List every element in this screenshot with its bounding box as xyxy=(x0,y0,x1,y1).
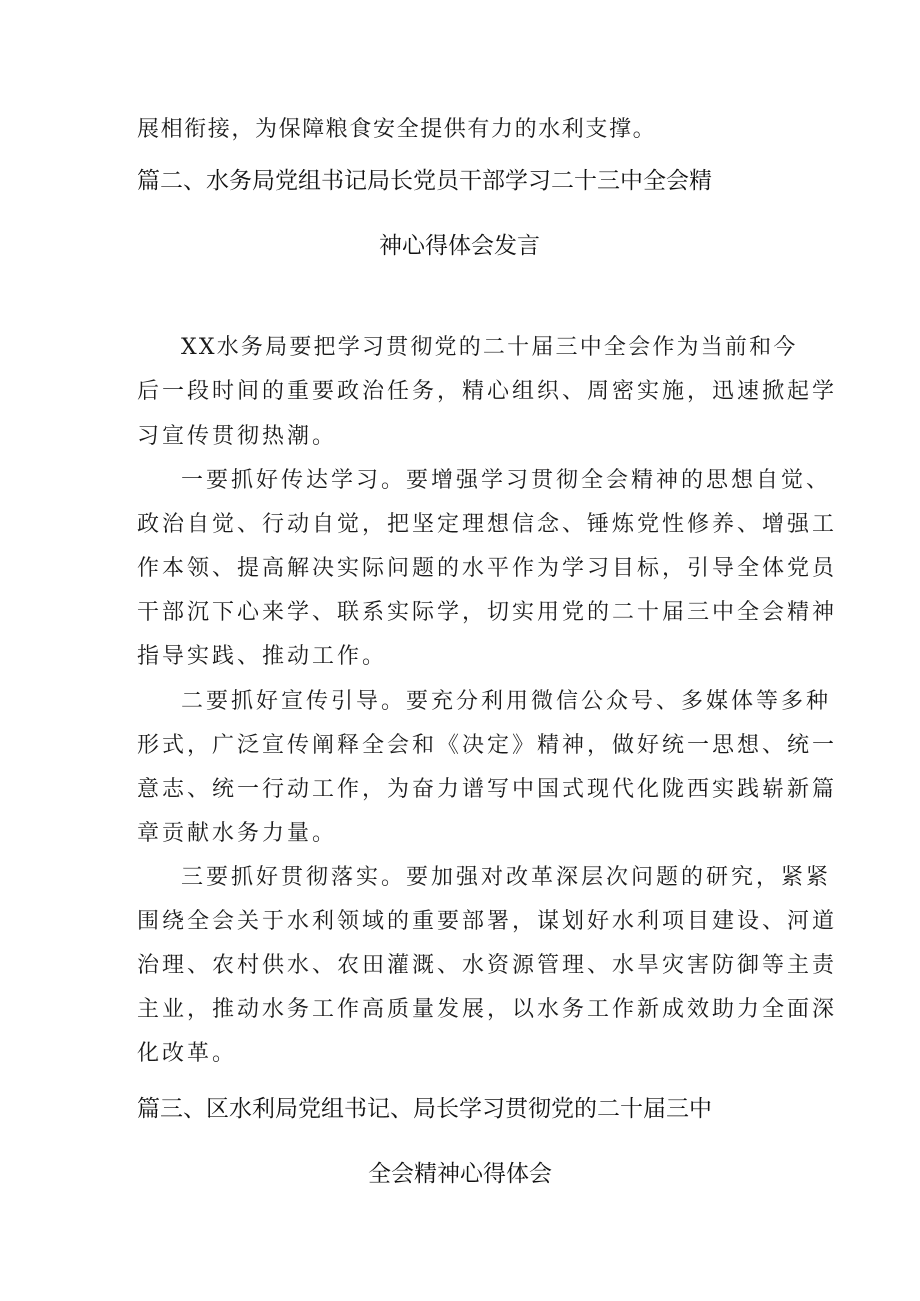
paragraph-3-line-1: 二要抓好宣传引导。要充分利用微信公众号、多媒体等多种 xyxy=(181,689,832,714)
paragraph-2-line-2: 政治自觉、行动自觉，把坚定理想信念、锤炼党性修养、增强工 xyxy=(137,512,838,537)
paragraph-2-line-4: 干部沉下心来学、联系实际学，切实用党的二十届三中全会精神 xyxy=(137,600,838,625)
paragraph-4-line-2: 围绕全会关于水利领域的重要部署，谋划好水利项目建设、河道 xyxy=(137,909,838,934)
paragraph-2-line-5: 指导实践、推动工作。 xyxy=(137,644,388,669)
section-2-title-line-1: 篇二、水务局党组书记局长党员干部学习二十三中全会精 xyxy=(137,168,712,194)
paragraph-4-line-1: 三要抓好贯彻落实。要加强对改革深层次问题的研究，紧紧 xyxy=(181,865,832,890)
paragraph-2-line-3: 作本领、提高解决实际问题的水平作为学习目标，引导全体党员 xyxy=(137,556,838,581)
paragraph-4-line-4: 主业，推动水务工作高质量发展，以水务工作新成效助力全面深 xyxy=(137,997,838,1022)
continued-text-line: 展相衔接，为保障粮食安全提供有力的水利支撑。 xyxy=(137,117,657,142)
paragraph-1-line-2: 后一段时间的重要政治任务，精心组织、周密实施，迅速掀起学 xyxy=(137,379,838,404)
paragraph-1-line-3: 习宣传贯彻热潮。 xyxy=(137,424,338,449)
paragraph-1-line-1: XX水务局要把学习贯彻党的二十届三中全会作为当前和今 xyxy=(181,335,798,360)
paragraph-3-line-2: 形式，广泛宣传阐释全会和《决定》精神，做好统一思想、统一 xyxy=(137,733,838,758)
paragraph-3-line-3: 意志、统一行动工作，为奋力谱写中国式现代化陇西实践崭新篇 xyxy=(137,777,838,802)
paragraph-4-line-3: 治理、农村供水、农田灌溉、水资源管理、水旱灾害防御等主责 xyxy=(137,953,838,978)
section-3-title-line-2: 全会精神心得体会 xyxy=(368,1161,552,1187)
paragraph-3-line-4: 章贡献水务力量。 xyxy=(137,821,338,846)
paragraph-2-line-1: 一要抓好传达学习。要增强学习贯彻全会精神的思想自觉、 xyxy=(181,468,832,493)
paragraph-4-line-5: 化改革。 xyxy=(137,1041,238,1066)
section-2-title-line-2: 神心得体会发言 xyxy=(379,233,540,259)
section-3-title-line-1: 篇三、区水利局党组书记、局长学习贯彻党的二十届三中 xyxy=(137,1096,712,1122)
